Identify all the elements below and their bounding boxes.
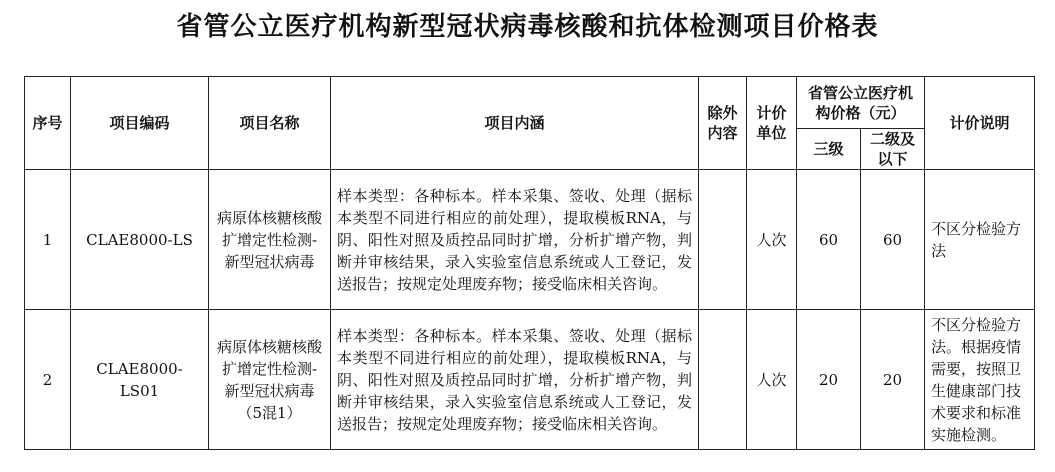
cell-note: 不区分检验方法 [925, 170, 1035, 310]
cell-name: 病原体核糖核酸扩增定性检测-新型冠状病毒 [209, 170, 331, 310]
header-level3: 三级 [797, 129, 861, 170]
cell-excluded [699, 310, 747, 450]
header-seq: 序号 [25, 77, 71, 170]
cell-unit: 人次 [747, 310, 797, 450]
header-note: 计价说明 [925, 77, 1035, 170]
header-price-group: 省管公立医疗机构价格（元） [797, 77, 925, 129]
cell-name: 病原体核糖核酸扩增定性检测-新型冠状病毒（5混1） [209, 310, 331, 450]
table-row [25, 170, 1035, 310]
table-row [25, 310, 1035, 450]
cell-note: 不区分检验方法。根据疫情需要，按照卫生健康部门技术要求和标准实施检测。 [925, 310, 1035, 450]
header-excluded: 除外内容 [699, 77, 747, 170]
header-row [25, 77, 1035, 129]
cell-seq: 2 [25, 310, 71, 450]
document-title: 省管公立医疗机构新型冠状病毒核酸和抗体检测项目价格表 [176, 12, 879, 42]
price-table [24, 76, 1035, 450]
header-unit: 计价单位 [747, 77, 797, 170]
header-code: 项目编码 [71, 77, 209, 170]
cell-excluded [699, 170, 747, 310]
cell-price-level3: 60 [797, 170, 861, 310]
cell-unit: 人次 [747, 170, 797, 310]
cell-content: 样本类型：各种标本。样本采集、签收、处理（据标本类型不同进行相应的前处理），提取模板RNA，与阴、阳性对照及质控品同时扩增，分析扩增产物，判断并审核结果，录入实验室信息系统或人工登记，发送报告；按规定处理废弃物；接受临床相关咨询。 [331, 170, 699, 310]
cell-price-level2: 20 [861, 310, 925, 450]
cell-price-level3: 20 [797, 310, 861, 450]
header-content: 项目内涵 [331, 77, 699, 170]
header-level2: 二级及以下 [861, 129, 925, 170]
cell-price-level2: 60 [861, 170, 925, 310]
cell-code: CLAE8000-LS01 [71, 310, 209, 450]
header-name: 项目名称 [209, 77, 331, 170]
cell-content: 样本类型：各种标本。样本采集、签收、处理（据标本类型不同进行相应的前处理），提取模板RNA，与阴、阳性对照及质控品同时扩增，分析扩增产物，判断并审核结果，录入实验室信息系统或人工登记，发送报告；按规定处理废弃物；接受临床相关咨询。 [331, 310, 699, 450]
cell-seq: 1 [25, 170, 71, 310]
cell-code: CLAE8000-LS [71, 170, 209, 310]
